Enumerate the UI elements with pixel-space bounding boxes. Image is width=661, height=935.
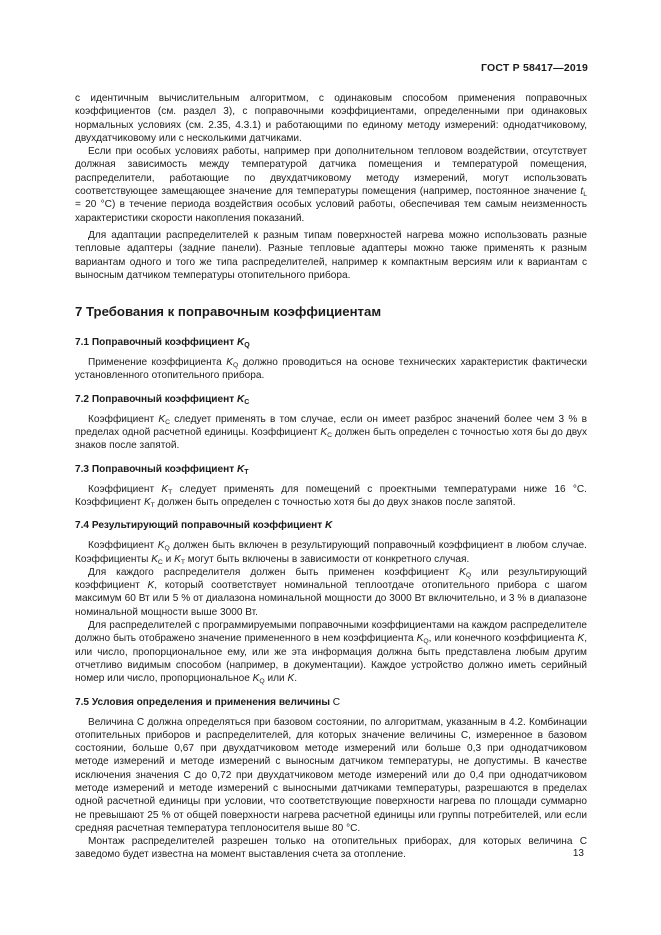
subsection-7-2-heading: 7.2 Поправочный коэффициент $K_C$ bbox=[75, 393, 250, 406]
intro-paragraph-1: с идентичным вычислительным алгоритмом, с одинаковым способом применения поправочных коэффициентов (см. раздел 3), с поправочными коэффициентами, определенными при одинаковых нормальных условиях (см. 2.35, 4.3.1) и работающими по единому методу измерений: однодатчиковому, двухдатчиковому или с несколькими датчиками. bbox=[75, 93, 587, 144]
subsection-7-1-body: Применение коэффициента $K_Q$ должно проводиться на основе технических характеристик фактически установленного отопительного прибора. bbox=[75, 357, 587, 382]
document-id: ГОСТ Р 58417—2019 bbox=[480, 62, 588, 74]
page-content bbox=[75, 92, 587, 862]
intro-paragraph-2: Если при особых условиях работы, например при дополнительном тепловом воздействии, отсутствует должная зависимость между температурой датчика помещения и температурой помещения, распределители, работающие по двухдатчиковому методу измерений, могут использовать соответствующее замещающее значение для температуры помещения (например, постоянное значение $t_L = 20$ °С) в течение периода воздействия особых условий работы, обеспечивая тем самым неизменность характеристики скорости накопления показаний. bbox=[75, 146, 587, 224]
subsection-7-3-heading: 7.3 Поправочный коэффициент $K_T$ bbox=[75, 463, 249, 476]
subsection-7-1-heading: 7.1 Поправочный коэффициент $K_Q$ bbox=[75, 337, 250, 350]
intro-paragraph-3: Для адаптации распределителей к разным типам поверхностей нагрева можно использовать разные тепловые адаптеры (задние панели). Разные тепловые адаптеры можно также применять к разным вариантам одного и того же типа распределителей, например к компактным версиям или к вариантам с выносным датчиком температуры отопительного прибора. bbox=[75, 229, 587, 281]
subsection-7-4-paragraph-1: Коэффициент $K_Q$ должен быть включен в результирующий поправочный коэффициент в любом случае. Коэффициенты $K_C$ и $K_T$ могут быть включены в зависимости от конкретного случая. bbox=[75, 540, 587, 566]
subsection-7-3-body: Коэффициент $K_T$ следует применять для помещений с проектными температурами ниже 16 °С. Коэффициент $K_T$ должен быть определен с точностью хотя бы до двух знаков после запятой. bbox=[75, 483, 587, 509]
subsection-7-5-paragraph-1: Величина С должна определяться при базовом состоянии, по алгоритмам, указанным в 4.2. Комбинации отопительных приборов и распределителей, для которых значение величины С, измеренное в базовом состоянии, больше 0,67 при двухдатчиковом методе измерений или больше 0,3 при однодатчиковом методе измерений и методе измерений с выносным датчиком температуры, не допустимы. В качестве исключения значения С до 0,72 при двухдатчиковом методе измерений или до 0,4 при однодатчиковом методе измерений и методе измерений с выносными датчиками температуры, разрешаются в пределах одной расчетной единицы при условии, что соответствующие поверхности нагрева по площади суммарно не превышают 25 % от общей поверхности нагрева расчетной единицы или группы потребителей, или если средняя расчетная температура теплоносителя выше 80 °С. bbox=[75, 716, 587, 834]
subsection-7-4-heading: 7.4 Результирующий поправочный коэффициент K bbox=[75, 520, 333, 532]
subsection-7-5-paragraph-2: Монтаж распределителей разрешен только на отопительных приборах, для которых величина С заведомо будет известна на момент выставления счета за отопление. bbox=[75, 836, 587, 861]
subsection-7-4-paragraph-3: Для распределителей с программируемыми поправочными коэффициентами на каждом распределителе должно быть отображено значение примененного в нем коэффициента $K_Q$, или конечного коэффициента K, или число, пропорциональное ему, или же эта информация должна быть представлена любым другим отчетливо видимым способом (например, в документации). Каждое устройство должно иметь серийный номер или число, пропорциональное $K_Q$ или K. bbox=[75, 620, 587, 686]
section-7-heading: 7 Требования к поправочным коэффициентам bbox=[75, 304, 382, 320]
subsection-7-2-body: Коэффициент $K_C$ следует применять в том случае, если он имеет разброс значений более чем 3 % в пределах одной расчетной единицы. Коэффициент $K_C$ должен быть определен с точностью хотя бы до двух знаков после запятой. bbox=[75, 413, 588, 452]
subsection-7-4-paragraph-2: Для каждого распределителя должен быть применен коэффициент $K_Q$ или результирующий коэффициент K, который соответствует номинальной теплоотдаче отопительного прибора с шагом максимум 60 Вт или 5 % от диалазона номинальной мощности до 3000 Вт включительно, и 3 % в диапазоне номинальной мощности выше 3000 Вт. bbox=[75, 566, 588, 618]
page-number: 13 bbox=[572, 848, 584, 859]
subsection-7-5-heading: 7.5 Условия определения и применения величины С bbox=[75, 696, 341, 708]
